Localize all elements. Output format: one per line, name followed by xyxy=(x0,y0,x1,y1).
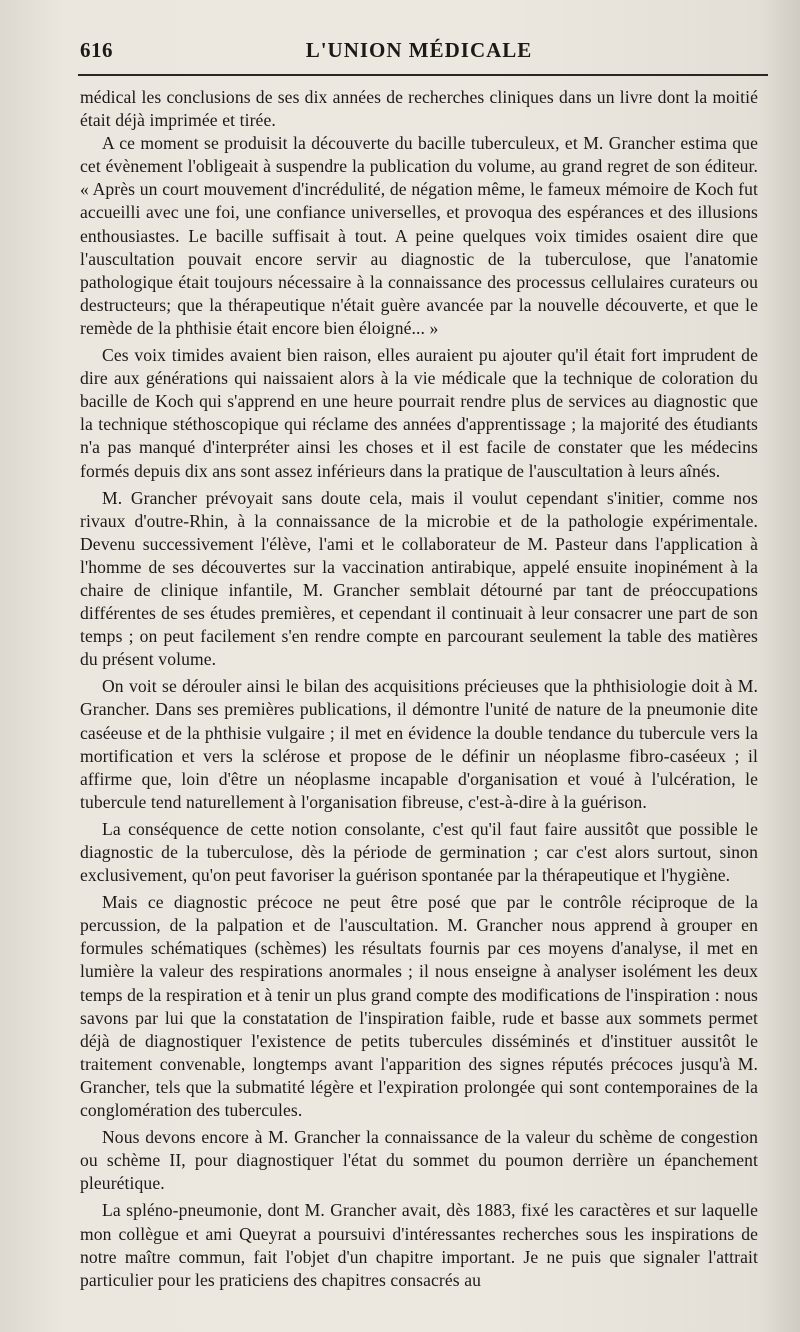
paragraph: Nous devons encore à M. Grancher la connaissance de la valeur du schème de congestion ou schème II, pour diagnostiquer l'état du sommet du poumon derrière un épanchement pleurétique. xyxy=(80,1127,758,1194)
article-body xyxy=(80,86,758,1292)
paragraph: On voit se dérouler ainsi le bilan des acquisitions précieuses que la phthisiologie doit à M. Grancher. Dans ses premières publications, il démontre l'unité de nature de la pneumonie dite caséeuse et de la phthisie vulgaire ; il met en évidence la double tendance du tubercule vers la mortification et vers la sclérose et propose de le définir un néoplasme fibro-caséeux ; il affirme que, loin d'être un néoplasme incapable d'organisation et voué à l'ulcération, le tubercule tend naturellement à l'organisation fibreuse, c'est-à-dire à la guérison. xyxy=(80,676,758,812)
running-head xyxy=(80,36,758,72)
journal-title: L'UNION MÉDICALE xyxy=(305,38,533,62)
page-number: 616 xyxy=(80,38,113,62)
paragraph: A ce moment se produisit la découverte du bacille tuberculeux, et M. Grancher estima que cet évènement l'obligeait à suspendre la publication du volume, au grand regret de son éditeur. « Après un court mouvement d'incrédulité, de négation même, le fameux mémoire de Koch fut accueilli avec une foi, une confiance universelles, et provoqua des espérances et des illusions enthousiastes. Le bacille suffisait à tout. A peine quelques voix timides osaient dire que l'auscultation pouvait encore servir au diagnostic de la tuberculose, que l'anatomie pathologique était toujours nécessaire à la connaissance des processus cellulaires curateurs ou destructeurs; que la thérapeutique n'était guère avancée par la nouvelle découverte, et que le remède de la phthisie était encore bien éloigné... » xyxy=(80,133,758,338)
paragraph: M. Grancher prévoyait sans doute cela, mais il voulut cependant s'initier, comme nos rivaux d'outre-Rhin, à la connaissance de la microbie et de la pathologie expérimentale. Devenu successivement l'élève, l'ami et le collaborateur de M. Pasteur dans l'application à l'homme de ses découvertes sur la vaccination antirabique, appelé ensuite inopinément à la chaire de clinique infantile, M. Grancher semblait détourné par tant de préoccupations différentes de ses études premières, et cependant il continuait à leur consacrer une part de son temps ; on peut facilement s'en rendre compte en parcourant seulement la table des matières du présent volume. xyxy=(80,487,758,670)
paragraph: La spléno-pneumonie, dont M. Grancher avait, dès 1883, fixé les caractères et sur laquelle mon collègue et ami Queyrat a poursuivi d'intéressantes recherches sous les inspirations de notre maître commun, fait l'objet d'un chapitre important. Je ne puis que signaler l'attrait particulier pour les praticiens des chapitres consacrés au xyxy=(80,1200,758,1290)
paragraph: Ces voix timides avaient bien raison, elles auraient pu ajouter qu'il était fort imprudent de dire aux générations qui naissaient alors à la vie médicale que la technique de coloration du bacille de Koch qui s'apprend en une heure pourrait rendre plus de services au diagnostic que la technique stéthoscopique qui réclame des années d'apprentissage ; la majorité des étudiants n'a pas manqué d'interpréter ainsi les choses et il est facile de constater que les médecins formés depuis dix ans sont assez inférieurs dans la pratique de l'auscultation à leurs aînés. xyxy=(80,345,758,481)
paragraph: La conséquence de cette notion consolante, c'est qu'il faut faire aussitôt que possible le diagnostic de la tuberculose, dès la période de germination ; car c'est alors surtout, sinon exclusivement, qu'on peut favoriser la guérison spontanée par la thérapeutique et l'hygiène. xyxy=(80,818,758,886)
paragraph: Mais ce diagnostic précoce ne peut être posé que par le contrôle réciproque de la percussion, de la palpation et de l'auscultation. M. Grancher nous apprend à grouper en formules schématiques (schèmes) les résultats fournis par ces moyens d'analyse, il met en lumière la valeur des respirations anormales ; il nous enseigne à analyser isolément les deux temps de la respiration et à tenir un plus grand compte des modifications de l'inspiration : nous savons par lui que la constatation de l'inspiration faible, rude et basse aux sommets permet déjà de diagnostiquer l'existence de petits tubercules disséminés et d'instituer aussitôt le traitement convenable, longtemps avant l'apparition des signes réputés précoces jusqu'à M. Grancher, tels que la submatité légère et l'expiration prolongée qui sont contemporaines de la conglomération des tubercules. xyxy=(80,892,758,1121)
paragraph: médical les conclusions de ses dix années de recherches cliniques dans un livre dont la moitié était déjà imprimée et tirée. xyxy=(80,87,758,131)
header-rule xyxy=(78,74,768,76)
